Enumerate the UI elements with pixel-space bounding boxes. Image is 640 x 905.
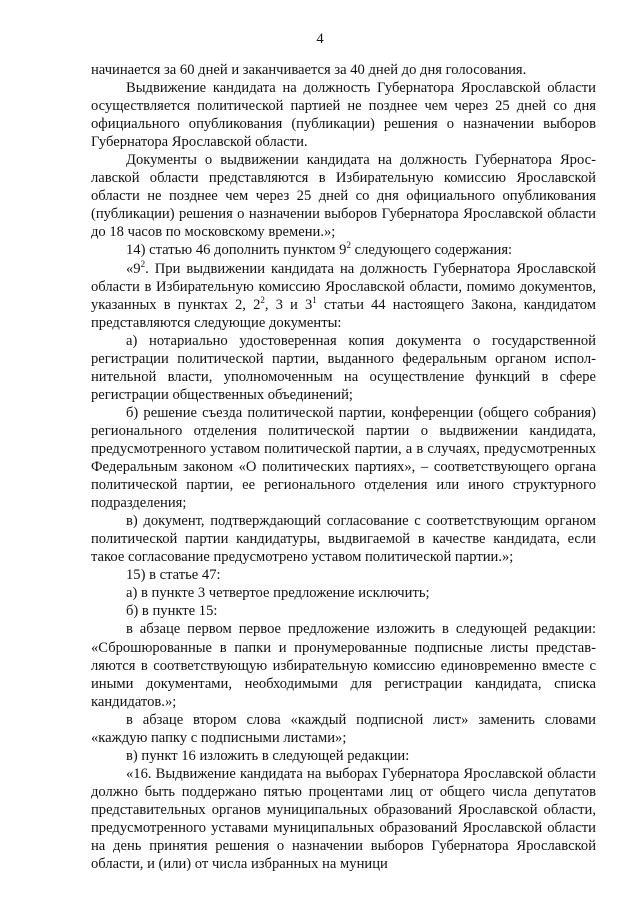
superscript: 1	[312, 294, 317, 305]
page-number: 4	[316, 31, 324, 47]
text-run: а) нотариально удостоверенная копия документа о государственной регистрации политической партии, выданного федеральным органом исполнительной власти, уполномоченным на осуществление функций в сфере регистрации общественных объединений;	[91, 332, 596, 403]
superscript: 2	[260, 294, 265, 305]
text-run: б) в пункте 15:	[126, 603, 218, 620]
paragraph-p11	[91, 602, 596, 620]
text-run: 15) в статье 47:	[126, 567, 221, 584]
paragraph-p6	[91, 332, 596, 404]
paragraph-p4	[91, 241, 596, 259]
text-run: , 3 и 3	[264, 296, 313, 313]
text-run: Выдвижение кандидата на должность Губернатора Ярославской области осуществляется политической партией не позднее чем через 25 дней со дня официального опубликования (публикации) решения о назначении выборов Губернатора Ярославской области.	[91, 80, 596, 151]
text-run: б) решение съезда политической партии, конференции (общего собрания) регионального отделения политической партии о выдвижении кандидата, предусмотренного уставом политической партии, а в случаях, предусмотренных Федеральным законом «О политических партиях», – соответствующего органа политической партии, ее регионального отделения или иного структурного подразделения;	[91, 404, 596, 512]
text-run: в абзаце первом первое предложение изложить в следующей редакции: «Сброшюрованные в папки и пронумерованные подписные листы представляются в соответствующую избирательную комиссию единовременно вместе с иными документами, необходимыми для регистрации кандидата, списка кандидатов.»;	[91, 621, 596, 710]
paragraph-p8	[91, 512, 596, 566]
paragraph-p5	[91, 260, 596, 332]
text-run: в абзаце втором слова «каждый подписной лист» заменить словами «каждую папку с подписными листами»;	[91, 711, 596, 746]
text-run: следующего содержания:	[350, 242, 513, 259]
text-run: . При выдвижении кандидата на должность Губернатора Ярославской области в Избирательную комиссию Ярославской области, помимо документов, указанных в пунктах 2, 2	[91, 260, 596, 313]
paragraph-p7	[91, 404, 596, 512]
document-body	[91, 61, 596, 873]
text-run: а) в пункте 3 четвертое предложение исключить;	[126, 585, 430, 602]
text-run: статьи 44 настоящего Закона, кандидатом представляются следующие документы:	[91, 296, 597, 331]
text-run: Документы о выдвижении кандидата на должность Губернатора Ярославской области представляются в Избирательную комиссию Ярославской области не позднее чем через 25 дней со дня официального опубликования (публикации) решения о назначении выборов Губернатора Ярославской области до 18 часов по московскому времени.»;	[91, 152, 596, 241]
paragraph-p10	[91, 584, 596, 602]
paragraph-p14	[91, 747, 596, 765]
paragraph-p2	[91, 79, 596, 151]
superscript: 2	[346, 240, 351, 251]
paragraph-p13	[91, 711, 596, 747]
superscript: 2	[140, 258, 146, 269]
text-run: начинается за 60 дней и заканчивается за 40 дней до дня голосования.	[91, 62, 527, 78]
paragraph-p9	[91, 566, 596, 584]
paragraph-p1	[91, 61, 596, 79]
paragraph-p15	[91, 765, 596, 873]
paragraph-p3	[91, 151, 596, 241]
text-run: «16. Выдвижение кандидата на выборах Губернатора Ярославской области должно быть поддержано пятью процентами лиц от общего числа депутатов представительных органов муниципальных образований Ярославской области, предусмотренного уставами муниципальных образований Ярославской области на день принятия решения о назначении выборов Губернатора Ярославской области, и (или) от числа избранных на муници	[91, 765, 596, 873]
text-run: в) документ, подтверждающий согласование с соответствующим органом политической партии кандидатуры, выдвигаемой в качестве кандидата, если такое согласование предусмотрено уставом политической партии.»;	[91, 513, 596, 566]
text-run: 14) статью 46 дополнить пунктом 9	[126, 242, 347, 259]
paragraph-p12	[91, 620, 596, 710]
text-run: «9	[126, 260, 141, 277]
text-run: в) пункт 16 изложить в следующей редакции:	[126, 747, 410, 764]
